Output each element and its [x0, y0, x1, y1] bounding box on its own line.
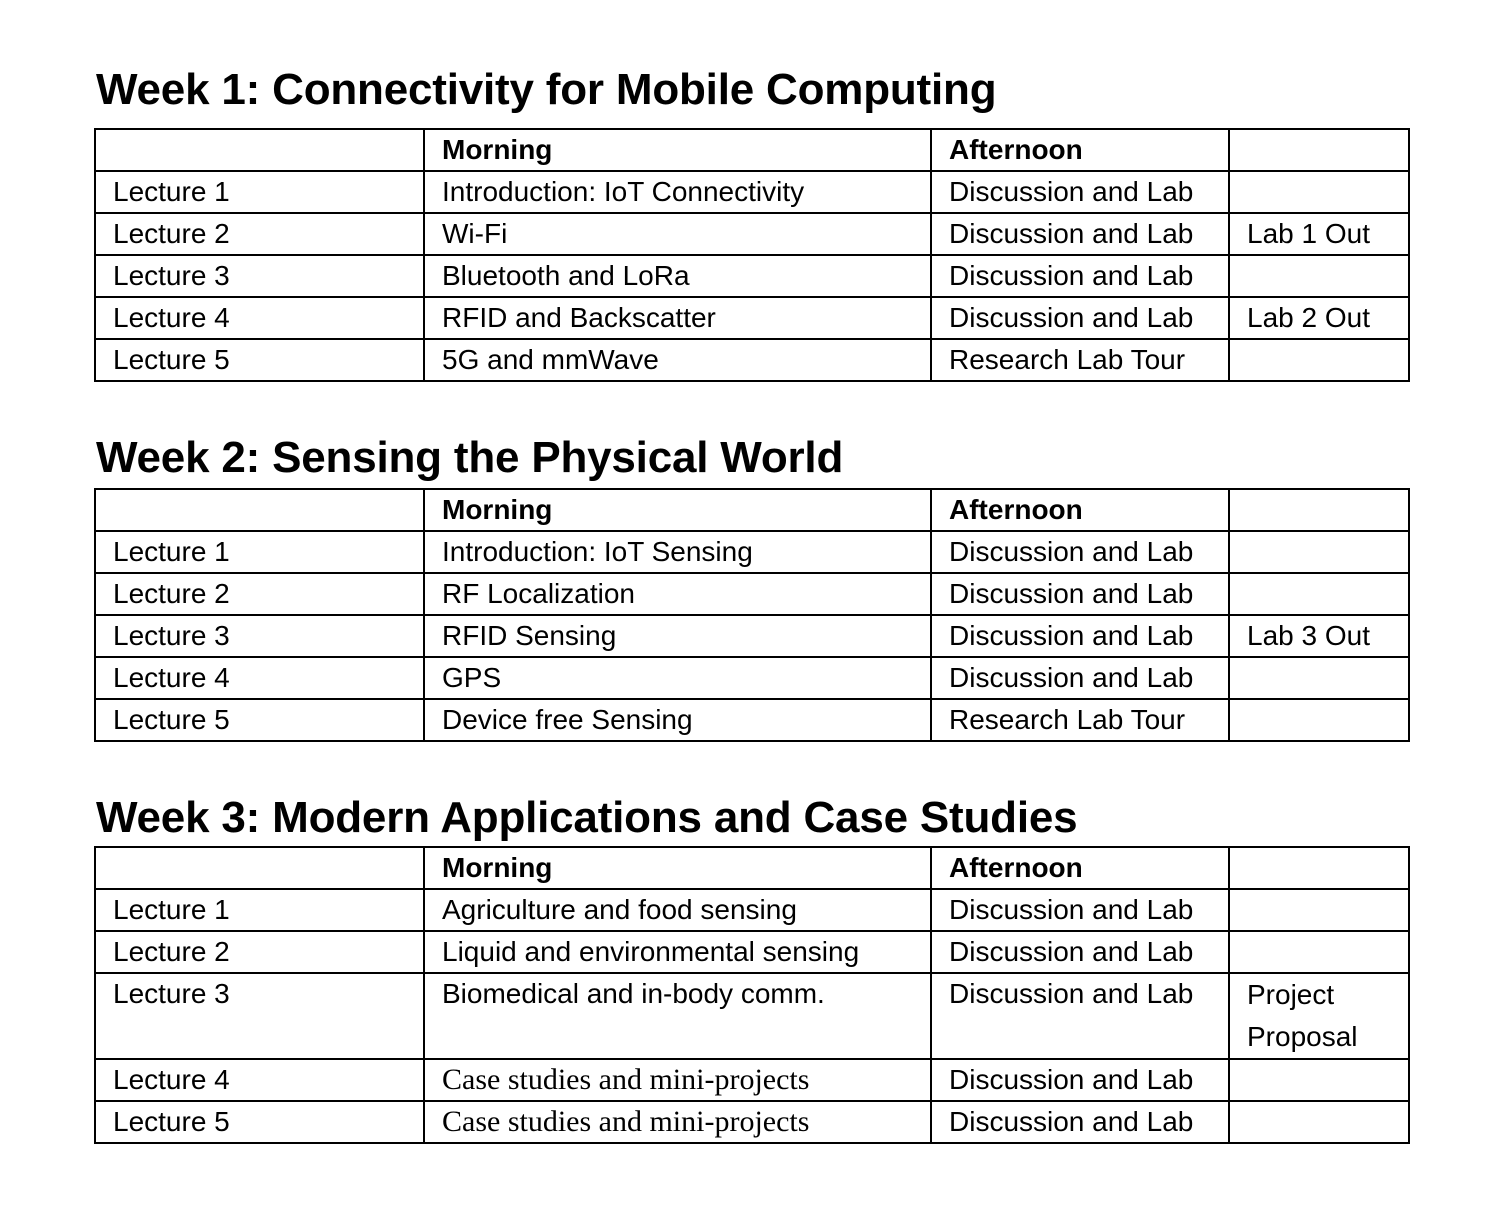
note-cell: [1229, 931, 1409, 973]
afternoon-cell: Discussion and Lab: [931, 531, 1229, 573]
table-header-row: [95, 489, 1409, 531]
morning-cell: Agriculture and food sensing: [424, 889, 931, 931]
table-row: [95, 297, 1409, 339]
header-cell-notes: [1229, 129, 1409, 171]
lecture-cell: Lecture 1: [95, 889, 424, 931]
morning-cell: Case studies and mini-projects: [424, 1059, 931, 1101]
lecture-cell: Lecture 4: [95, 657, 424, 699]
afternoon-cell: Discussion and Lab: [931, 973, 1229, 1059]
table-row: [95, 615, 1409, 657]
header-cell-notes: [1229, 847, 1409, 889]
table-row: [95, 171, 1409, 213]
lecture-cell: Lecture 4: [95, 297, 424, 339]
table-row: [95, 1059, 1409, 1101]
header-cell-afternoon: Afternoon: [931, 129, 1229, 171]
note-cell: [1229, 889, 1409, 931]
note-cell: [1229, 657, 1409, 699]
week-1-title: Week 1: Connectivity for Mobile Computing: [96, 65, 997, 114]
morning-cell: Biomedical and in-body comm.: [424, 973, 931, 1059]
morning-cell: Case studies and mini-projects: [424, 1101, 931, 1143]
note-cell: [1229, 531, 1409, 573]
header-cell-notes: [1229, 489, 1409, 531]
morning-cell: 5G and mmWave: [424, 339, 931, 381]
note-cell: [1229, 1059, 1409, 1101]
lecture-cell: Lecture 2: [95, 573, 424, 615]
table-header-row: [95, 847, 1409, 889]
note-cell: Project Proposal: [1229, 973, 1409, 1059]
note-cell: Lab 2 Out: [1229, 297, 1409, 339]
week-2-title: Week 2: Sensing the Physical World: [96, 433, 844, 482]
lecture-cell: Lecture 2: [95, 931, 424, 973]
afternoon-cell: Discussion and Lab: [931, 171, 1229, 213]
morning-cell: RF Localization: [424, 573, 931, 615]
lecture-cell: Lecture 1: [95, 531, 424, 573]
morning-cell: GPS: [424, 657, 931, 699]
note-cell: Lab 1 Out: [1229, 213, 1409, 255]
table-row: [95, 1101, 1409, 1143]
afternoon-cell: Research Lab Tour: [931, 699, 1229, 741]
week-1-schedule-table: [94, 128, 1410, 382]
morning-cell: Introduction: IoT Connectivity: [424, 171, 931, 213]
afternoon-cell: Discussion and Lab: [931, 657, 1229, 699]
lecture-cell: Lecture 5: [95, 1101, 424, 1143]
table-row: [95, 339, 1409, 381]
header-cell-afternoon: Afternoon: [931, 847, 1229, 889]
header-cell-morning: Morning: [424, 129, 931, 171]
note-cell: [1229, 573, 1409, 615]
header-cell-blank: [95, 489, 424, 531]
afternoon-cell: Discussion and Lab: [931, 255, 1229, 297]
header-cell-afternoon: Afternoon: [931, 489, 1229, 531]
afternoon-cell: Research Lab Tour: [931, 339, 1229, 381]
afternoon-cell: Discussion and Lab: [931, 1101, 1229, 1143]
lecture-cell: Lecture 5: [95, 699, 424, 741]
lecture-cell: Lecture 4: [95, 1059, 424, 1101]
header-cell-blank: [95, 129, 424, 171]
table-row: [95, 699, 1409, 741]
morning-cell: RFID and Backscatter: [424, 297, 931, 339]
table-row: [95, 531, 1409, 573]
lecture-cell: Lecture 2: [95, 213, 424, 255]
morning-cell: Bluetooth and LoRa: [424, 255, 931, 297]
note-cell: [1229, 699, 1409, 741]
lecture-cell: Lecture 5: [95, 339, 424, 381]
table-row: [95, 255, 1409, 297]
note-cell: [1229, 255, 1409, 297]
morning-cell: RFID Sensing: [424, 615, 931, 657]
lecture-cell: Lecture 3: [95, 973, 424, 1059]
afternoon-cell: Discussion and Lab: [931, 615, 1229, 657]
note-cell: [1229, 339, 1409, 381]
week-2-schedule-table: [94, 488, 1410, 742]
table-row: [95, 213, 1409, 255]
note-cell: [1229, 171, 1409, 213]
table-row: [95, 657, 1409, 699]
note-cell: Lab 3 Out: [1229, 615, 1409, 657]
table-row: [95, 973, 1409, 1059]
week-3-schedule-table: [94, 846, 1410, 1144]
afternoon-cell: Discussion and Lab: [931, 931, 1229, 973]
header-cell-morning: Morning: [424, 847, 931, 889]
afternoon-cell: Discussion and Lab: [931, 889, 1229, 931]
lecture-cell: Lecture 3: [95, 615, 424, 657]
week-3-title: Week 3: Modern Applications and Case Studies: [96, 793, 1078, 842]
header-cell-blank: [95, 847, 424, 889]
afternoon-cell: Discussion and Lab: [931, 1059, 1229, 1101]
morning-cell: Device free Sensing: [424, 699, 931, 741]
afternoon-cell: Discussion and Lab: [931, 573, 1229, 615]
header-cell-morning: Morning: [424, 489, 931, 531]
lecture-cell: Lecture 1: [95, 171, 424, 213]
morning-cell: Introduction: IoT Sensing: [424, 531, 931, 573]
note-cell: [1229, 1101, 1409, 1143]
morning-cell: Wi-Fi: [424, 213, 931, 255]
table-row: [95, 931, 1409, 973]
table-row: [95, 573, 1409, 615]
lecture-cell: Lecture 3: [95, 255, 424, 297]
morning-cell: Liquid and environmental sensing: [424, 931, 931, 973]
table-row: [95, 889, 1409, 931]
table-header-row: [95, 129, 1409, 171]
afternoon-cell: Discussion and Lab: [931, 297, 1229, 339]
afternoon-cell: Discussion and Lab: [931, 213, 1229, 255]
